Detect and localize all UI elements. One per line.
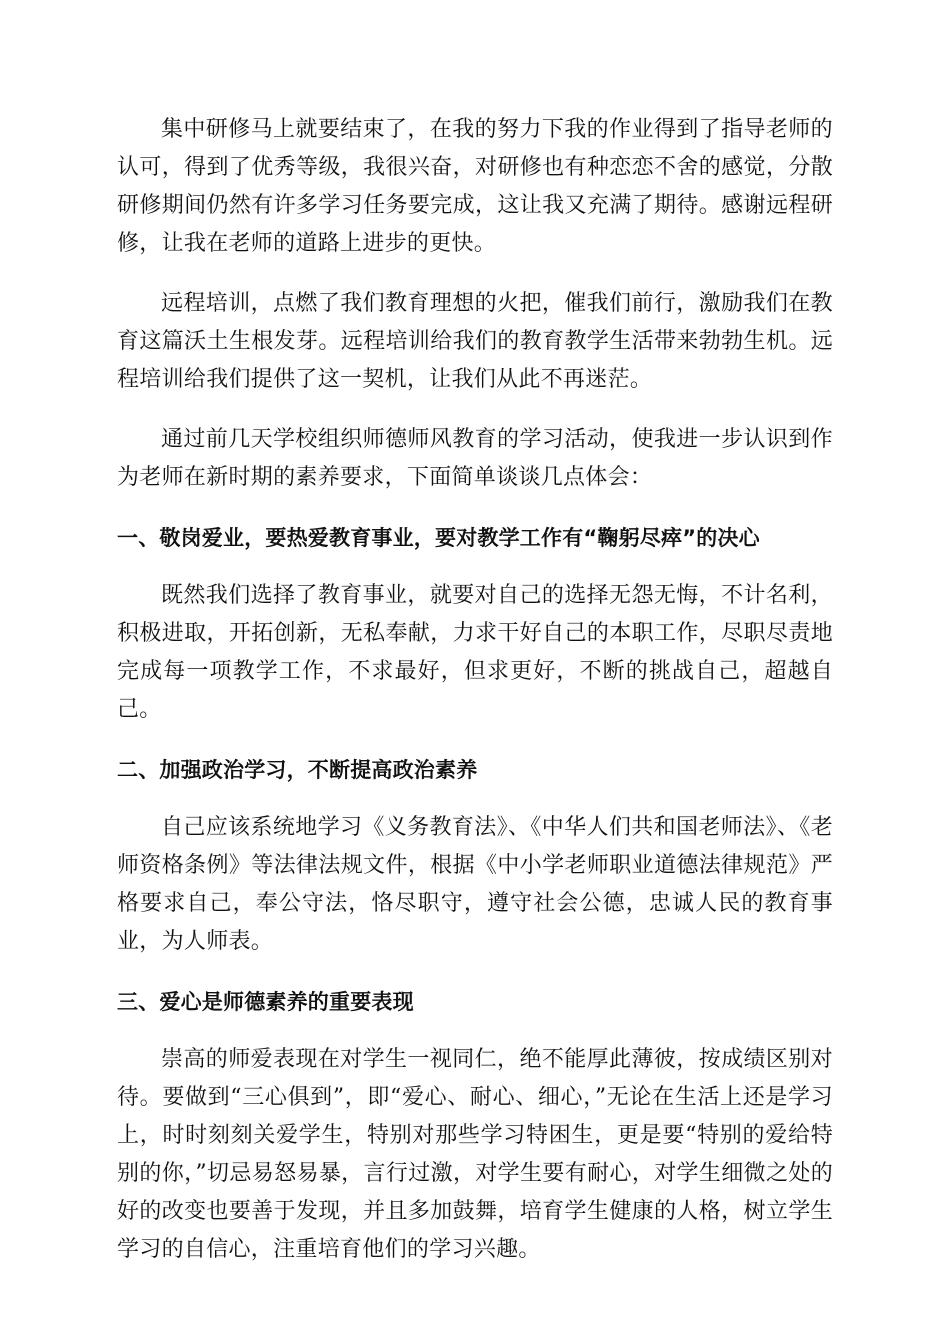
paragraph-dedication: 既然我们选择了教育事业，就要对自己的选择无怨无悔，不计名利，积极进取，开拓创新，无私奉献，力求干好自己的本职工作，尽职尽责地完成每一项教学工作，不求最好，但求更好，不断的挑战自己，超越自己。 (117, 583, 833, 722)
section-heading-2: 二、加强政治学习，不断提高政治素养 (117, 758, 478, 782)
paragraph-remote-training: 远程培训，点燃了我们教育理想的火把，催我们前行，激励我们在教育这篇沃土生根发芽。远程培训给我们的教育教学生活带来勃勃生机。远程培训给我们提供了这一契机，让我们从此不再迷茫。 (117, 291, 833, 392)
document-body (117, 111, 833, 1291)
section-heading-1: 一、敬岗爱业，要热爱教育事业，要对教学工作有“鞠躬尽瘁”的决心 (117, 526, 760, 550)
paragraph-political-study: 自己应该系统地学习《义务教育法》、《中华人们共和国老师法》、《老师资格条例》等法律法规文件，根据《中小学老师职业道德法律规范》严格要求自己，奉公守法，恪尽职守，遵守社会公德，忠诚人民的教育事业，为人师表。 (117, 815, 833, 954)
paragraph-ethics-study: 通过前几天学校组织师德师风教育的学习活动，使我进一步认识到作为老师在新时期的素养要求，下面简单谈谈几点体会： (117, 427, 833, 490)
paragraph-caring-heart: 崇高的师爱表现在对学生一视同仁，绝不能厚此薄彼，按成绩区别对待。要做到“三心俱到”，即“爱心、耐心、细心，”无论在生活上还是学习上，时时刻刻关爱学生，特别对那些学习特困生，更是要“特别的爱给特别的你，”切忌易怒易暴，言行过激，对学生要有耐心，对学生细微之处的好的改变也要善于发现，并且多加鼓舞，培育学生健康的人格，树立学生学习的自信心，注重培育他们的学习兴趣。 (117, 1047, 833, 1262)
section-heading-3: 三、爱心是师德素养的重要表现 (117, 990, 414, 1014)
paragraph-research-ending: 集中研修马上就要结束了，在我的努力下我的作业得到了指导老师的认可，得到了优秀等级，我很兴奋，对研修也有种恋恋不舍的感觉，分散研修期间仍然有许多学习任务要完成，这让我又充满了期待。感谢远程研修，让我在老师的道路上进步的更快。 (117, 117, 833, 256)
